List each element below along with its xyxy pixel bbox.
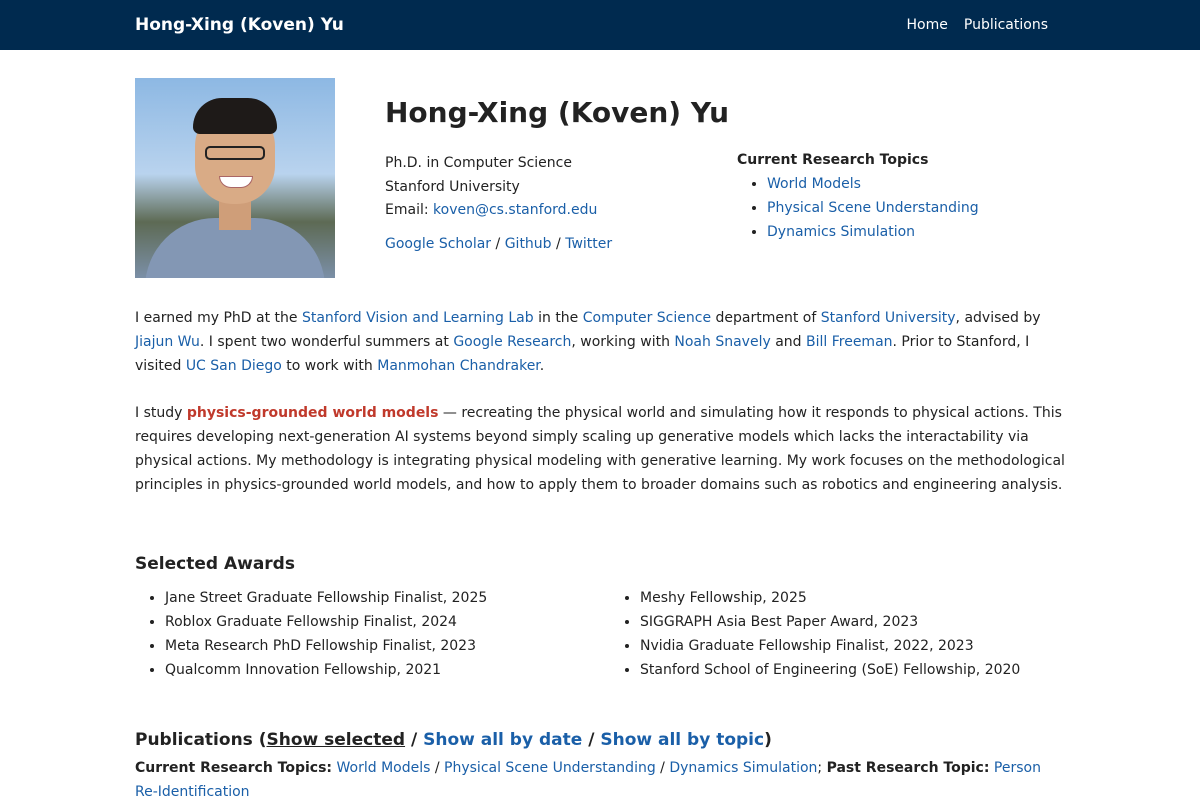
link-separator: /	[495, 236, 505, 252]
bio-link[interactable]: Noah Snavely	[674, 334, 771, 350]
bio-text: to work with	[281, 358, 378, 374]
research-topics-list	[737, 172, 979, 244]
email-label: Email:	[385, 202, 434, 218]
bio-paragraph-2	[135, 401, 1065, 497]
twitter-link[interactable]: Twitter	[565, 236, 613, 252]
filter-dynamics-link[interactable]: Dynamics Simulation	[669, 760, 818, 776]
pubs-close-paren: )	[764, 730, 772, 750]
bio-link[interactable]: Jiajun Wu	[135, 334, 200, 350]
profile-name: Hong-Xing (Koven) Yu	[385, 96, 730, 129]
bio-text: .	[539, 358, 545, 374]
top-navbar	[0, 0, 1200, 50]
research-topics	[737, 152, 979, 244]
email-row	[385, 199, 597, 223]
bio-text: . Prior to Stanford, I visited	[135, 334, 1030, 374]
university-text: Stanford University	[385, 178, 520, 195]
bio-link[interactable]: Computer Science	[582, 310, 712, 326]
bio-text: and	[770, 334, 806, 350]
award-item: • Meshy Fellowship, 2025	[640, 586, 1020, 610]
bio-link[interactable]: Stanford University	[820, 310, 956, 326]
topic-physical-scene-link[interactable]: Physical Scene Understanding	[767, 200, 979, 216]
bio-text: I earned my PhD at the	[135, 310, 302, 326]
filter-separator: /	[660, 760, 670, 776]
main-content	[135, 78, 1065, 804]
bio-text: . I spent two wonderful summers at	[199, 334, 454, 350]
current-topics-label: Current Research Topics:	[135, 760, 333, 776]
nav-home-link[interactable]: Home	[906, 17, 948, 33]
bio-link[interactable]: Stanford Vision and Learning Lab	[301, 310, 534, 326]
photo-glasses	[205, 146, 265, 160]
award-item: • Meta Research PhD Fellowship Finalist, 2023	[165, 634, 610, 658]
topic-item	[767, 172, 979, 196]
nav-brand[interactable]: Hong-Xing (Koven) Yu	[135, 15, 344, 35]
bio-text: , working with	[571, 334, 675, 350]
bio-text: — recreating the physical world and simulating how it responds to physical actions. This requires developing next-generation AI systems beyond simply scaling up generative models which lacks the interactability via physical actions. My methodology is integrating physical modeling with generative learning. My work focuses on the methodological principles in physics-grounded world models, and how to apply them to broader domains such as robotics and engineering analysis.	[135, 405, 1065, 493]
profile-header	[135, 78, 1065, 306]
profile-photo	[135, 78, 335, 278]
pubs-separator: /	[588, 730, 601, 750]
topic-world-models-link[interactable]: World Models	[767, 176, 861, 192]
award-item: • Jane Street Graduate Fellowship Finalist, 2025	[165, 586, 610, 610]
topic-item	[767, 196, 979, 220]
bio-text: I study	[135, 405, 187, 421]
bio-text: , advised by	[955, 310, 1041, 326]
publications-label: Publications (	[135, 730, 267, 750]
filter-physical-scene-link[interactable]: Physical Scene Understanding	[444, 760, 656, 776]
show-selected-link[interactable]: Show selected	[266, 730, 406, 750]
bio-link[interactable]: Bill Freeman	[806, 334, 893, 350]
profile-info	[385, 152, 597, 223]
show-all-by-date-link[interactable]: Show all by date	[423, 730, 583, 750]
photo-hair	[193, 98, 277, 134]
bio-link[interactable]: Manmohan Chandraker	[377, 358, 540, 374]
email-link[interactable]: koven@cs.stanford.edu	[433, 202, 598, 218]
show-all-by-topic-link[interactable]: Show all by topic	[600, 730, 765, 750]
nav-links	[907, 17, 1048, 33]
github-link[interactable]: Github	[504, 236, 552, 252]
publication-topics-filter	[135, 756, 1065, 804]
award-item: • Qualcomm Innovation Fellowship, 2021	[165, 658, 610, 682]
research-highlight: physics-grounded world models	[186, 405, 439, 421]
filter-person-reid-link[interactable]: Person Re-Identification	[135, 760, 1041, 800]
past-topic-label: Past Research Topic:	[826, 760, 990, 776]
awards-title: Selected Awards	[135, 554, 295, 574]
filter-separator: /	[434, 760, 445, 776]
awards-left-column	[135, 586, 610, 682]
nav-publications-link[interactable]: Publications	[963, 17, 1048, 33]
google-scholar-link[interactable]: Google Scholar	[385, 236, 492, 252]
topic-dynamics-link[interactable]: Dynamics Simulation	[767, 224, 916, 240]
filter-semicolon: ;	[817, 760, 827, 776]
award-item: • Nvidia Graduate Fellowship Finalist, 2022, 2023	[640, 634, 1020, 658]
bio-link[interactable]: Google Research	[453, 334, 572, 350]
bio-text: in the	[533, 310, 583, 326]
bio-link[interactable]: UC San Diego	[185, 358, 282, 374]
profile-links	[385, 236, 612, 252]
filter-world-models-link[interactable]: World Models	[336, 760, 431, 776]
link-separator: /	[556, 236, 566, 252]
pubs-separator: /	[410, 730, 424, 750]
award-item: • Roblox Graduate Fellowship Finalist, 2024	[165, 610, 610, 634]
award-item: • SIGGRAPH Asia Best Paper Award, 2023	[640, 610, 1020, 634]
degree-text: Ph.D. in Computer Science	[385, 155, 572, 171]
bio-text: department of	[711, 310, 821, 326]
bio-paragraph-1	[135, 306, 1065, 378]
awards-right-column	[610, 586, 1020, 682]
awards-list	[135, 586, 1065, 682]
award-item: • Stanford School of Engineering (SoE) Fellowship, 2020	[640, 658, 1020, 682]
publications-title	[135, 730, 1065, 750]
topic-item	[767, 220, 979, 244]
research-topics-title: Current Research Topics	[737, 152, 929, 168]
